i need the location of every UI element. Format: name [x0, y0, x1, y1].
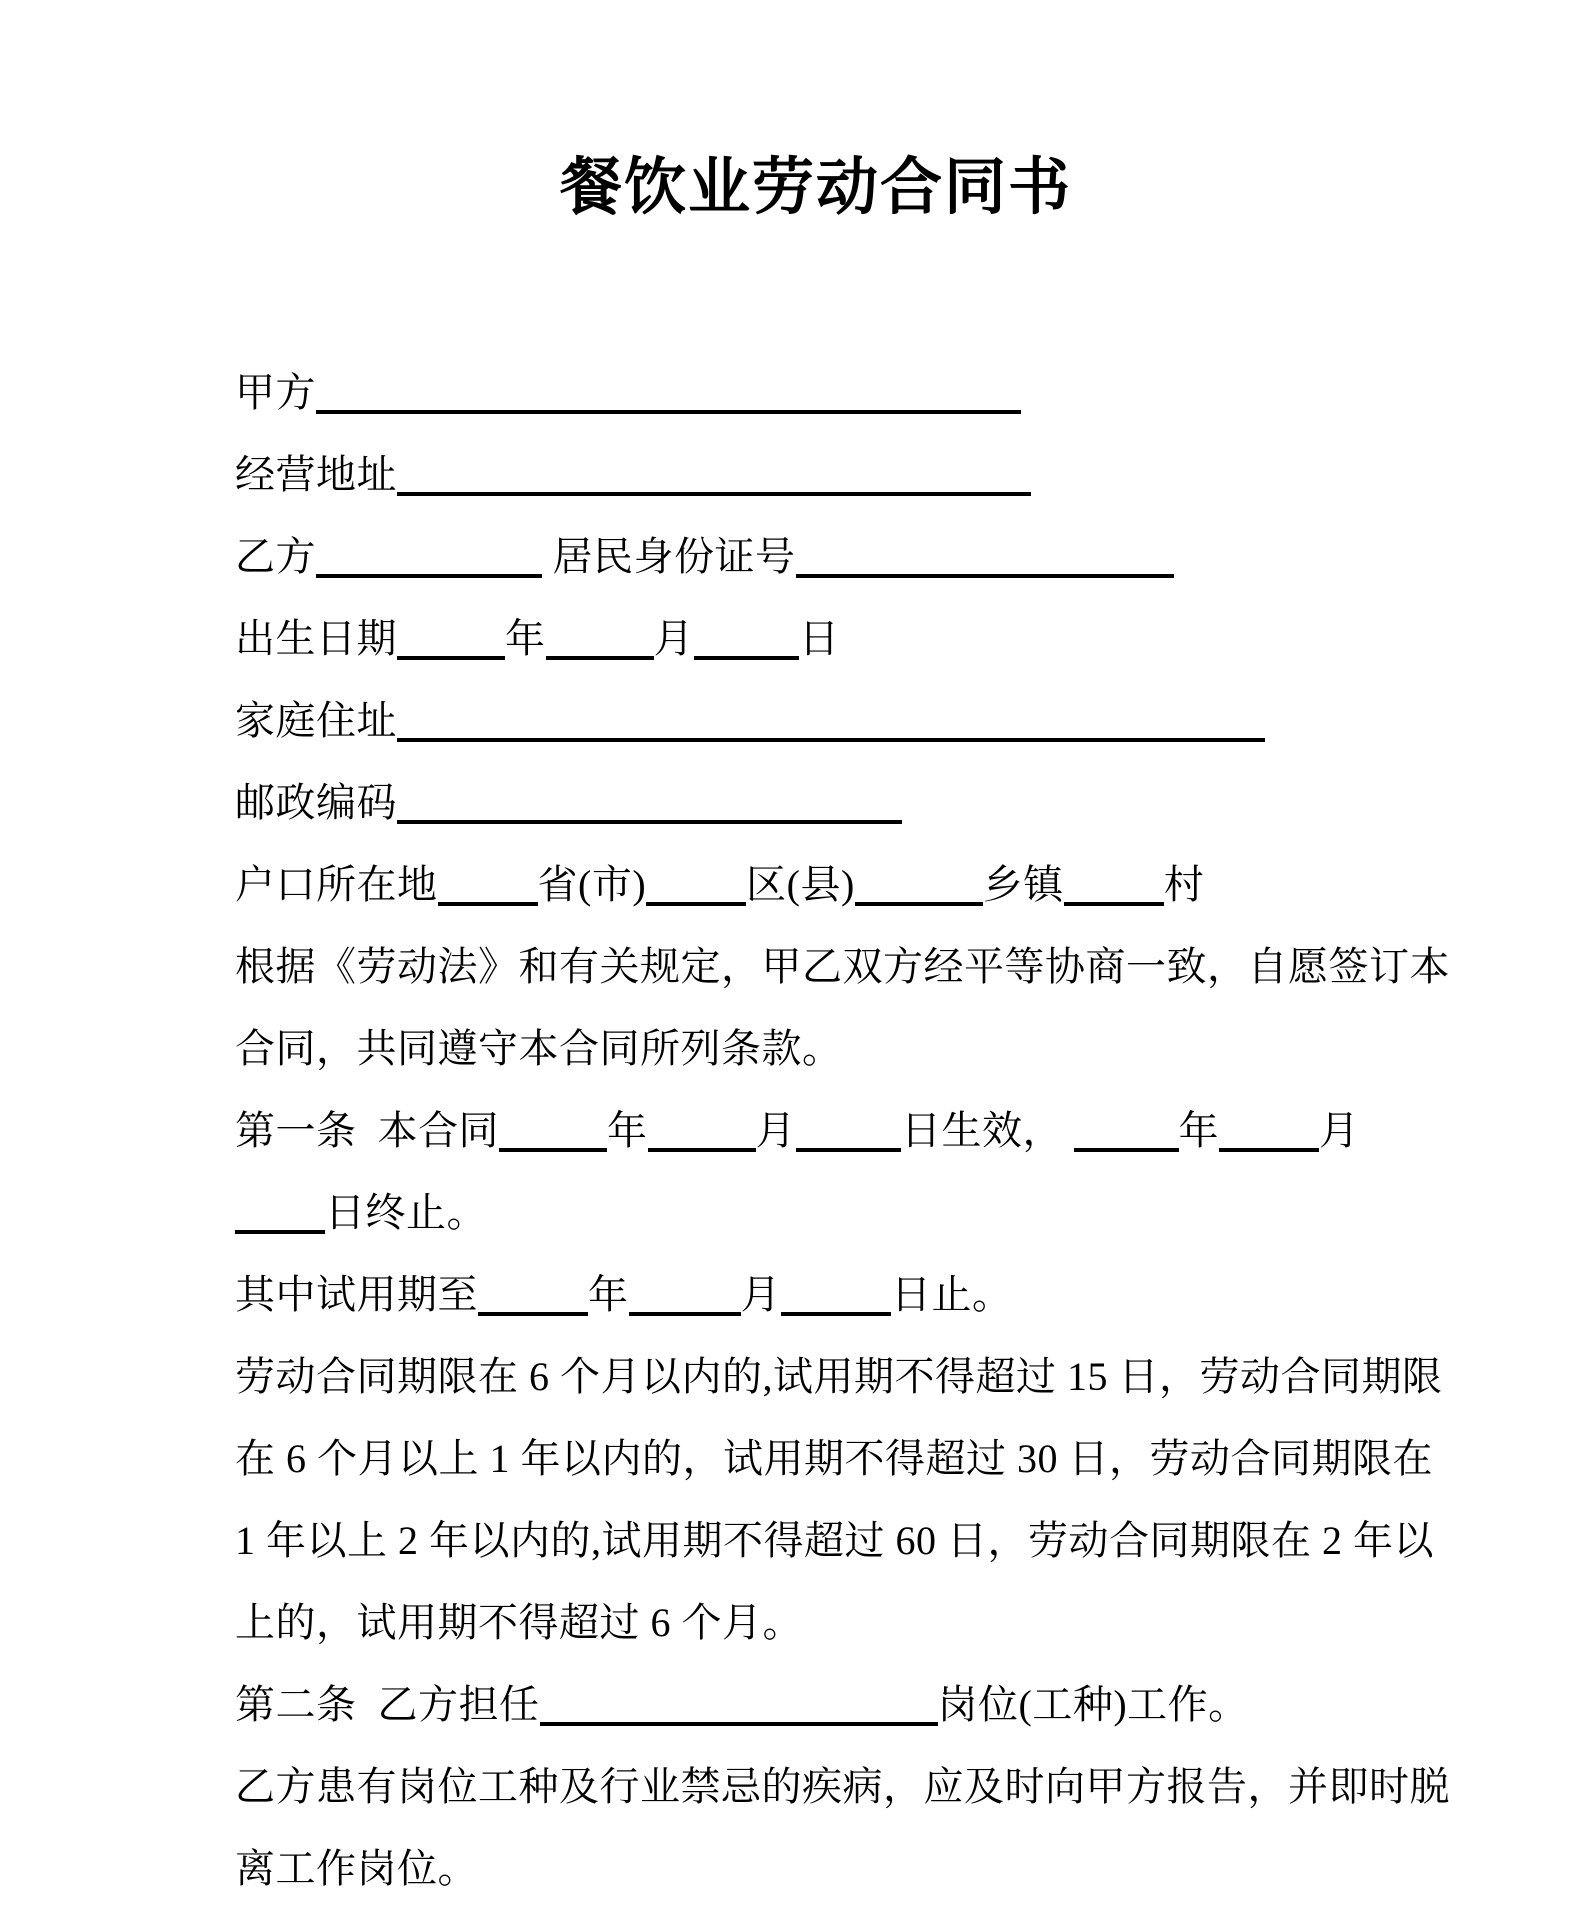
line-text: 出生日期 — [235, 616, 397, 661]
line-text: 年 — [607, 1108, 648, 1153]
line-text: 经营地址 — [235, 452, 397, 497]
fill-in-blank — [648, 1148, 756, 1152]
line-text: 在 6 个月以上 1 年以内的，试用期不得超过 30 日，劳动合同期限在 — [235, 1436, 1433, 1481]
line-text: 日生效， — [901, 1108, 1074, 1153]
line-text: 月 — [1319, 1108, 1360, 1153]
fill-in-blank — [646, 902, 746, 906]
line-text: 月 — [755, 1108, 796, 1153]
fill-in-blank — [629, 1312, 741, 1316]
fill-in-blank — [796, 574, 1174, 578]
line-text: 居民身份证号 — [542, 534, 796, 579]
contract-line — [235, 352, 1397, 434]
contract-line — [235, 762, 1397, 844]
fill-in-blank — [546, 656, 654, 660]
contract-line — [235, 1418, 1433, 1500]
line-text: 户口所在地 — [235, 862, 438, 907]
fill-in-blank — [1219, 1148, 1319, 1152]
fill-in-blank — [438, 902, 538, 906]
line-text: 第二条 乙方担任 — [235, 1682, 540, 1727]
fill-in-blank — [855, 902, 983, 906]
fill-in-blank — [540, 1722, 938, 1726]
fill-in-blank — [397, 656, 505, 660]
contract-line — [235, 516, 1397, 598]
fill-in-blank — [781, 1312, 891, 1316]
line-text: 年 — [1178, 1108, 1219, 1153]
line-text: 合同，共同遵守本合同所列条款。 — [235, 1026, 843, 1071]
line-text: 区(县) — [746, 862, 855, 907]
fill-in-blank — [316, 574, 542, 578]
fill-in-blank — [694, 656, 799, 660]
line-text: 上的，试用期不得超过 6 个月。 — [235, 1600, 803, 1645]
line-text: 乡镇 — [982, 862, 1064, 907]
line-text: 1 年以上 2 年以内的,试用期不得超过 60 日，劳动合同期限在 2 年以 — [235, 1518, 1434, 1563]
fill-in-blank — [796, 1148, 901, 1152]
contract-line — [235, 680, 1397, 762]
contract-line — [235, 1500, 1434, 1582]
fill-in-blank — [235, 1230, 325, 1234]
line-text: 月 — [740, 1272, 781, 1317]
contract-line — [235, 1664, 1397, 1746]
fill-in-blank — [478, 1312, 588, 1316]
fill-in-blank — [499, 1148, 607, 1152]
line-text: 第一条 本合同 — [235, 1108, 499, 1153]
fill-in-blank — [397, 738, 1265, 742]
line-text: 其中试用期至 — [235, 1272, 478, 1317]
line-text: 月 — [653, 616, 694, 661]
fill-in-blank — [1064, 902, 1164, 906]
line-text: 甲方 — [235, 370, 316, 415]
line-text: 离工作岗位。 — [235, 1846, 478, 1891]
contract-line — [235, 926, 1450, 1008]
contract-line — [235, 598, 1397, 680]
document-body — [235, 352, 1450, 1910]
line-text: 乙方 — [235, 534, 316, 579]
contract-line — [235, 1828, 1397, 1910]
line-text: 村 — [1163, 862, 1205, 907]
contract-line — [235, 844, 1397, 926]
fill-in-blank — [1074, 1148, 1179, 1152]
line-text: 日终止。 — [325, 1190, 487, 1235]
contract-line — [235, 1090, 1397, 1172]
line-text: 根据《劳动法》和有关规定，甲乙双方经平等协商一致，自愿签订本 — [235, 944, 1450, 989]
line-text: 日止。 — [891, 1272, 1013, 1317]
line-text: 邮政编码 — [235, 780, 397, 825]
line-text: 劳动合同期限在 6 个月以内的,试用期不得超过 15 日，劳动合同期限 — [235, 1354, 1443, 1399]
contract-line — [235, 1008, 1397, 1090]
fill-in-blank — [397, 820, 902, 824]
line-text: 乙方患有岗位工种及行业禁忌的疾病，应及时向甲方报告，并即时脱 — [235, 1764, 1450, 1809]
line-text: 省(市) — [537, 862, 647, 907]
contract-line — [235, 1172, 1397, 1254]
fill-in-blank — [316, 410, 1021, 414]
contract-line — [235, 1582, 1397, 1664]
line-text: 家庭住址 — [235, 698, 397, 743]
line-text: 年 — [505, 616, 546, 661]
fill-in-blank — [397, 492, 1031, 496]
line-text: 岗位(工种)工作。 — [937, 1682, 1249, 1727]
line-text: 年 — [588, 1272, 629, 1317]
contract-line — [235, 1336, 1443, 1418]
contract-line — [235, 434, 1397, 516]
contract-line — [235, 1746, 1450, 1828]
document-title: 餐饮业劳动合同书 — [559, 154, 1072, 222]
contract-line — [235, 1254, 1397, 1336]
line-text: 日 — [799, 616, 840, 661]
